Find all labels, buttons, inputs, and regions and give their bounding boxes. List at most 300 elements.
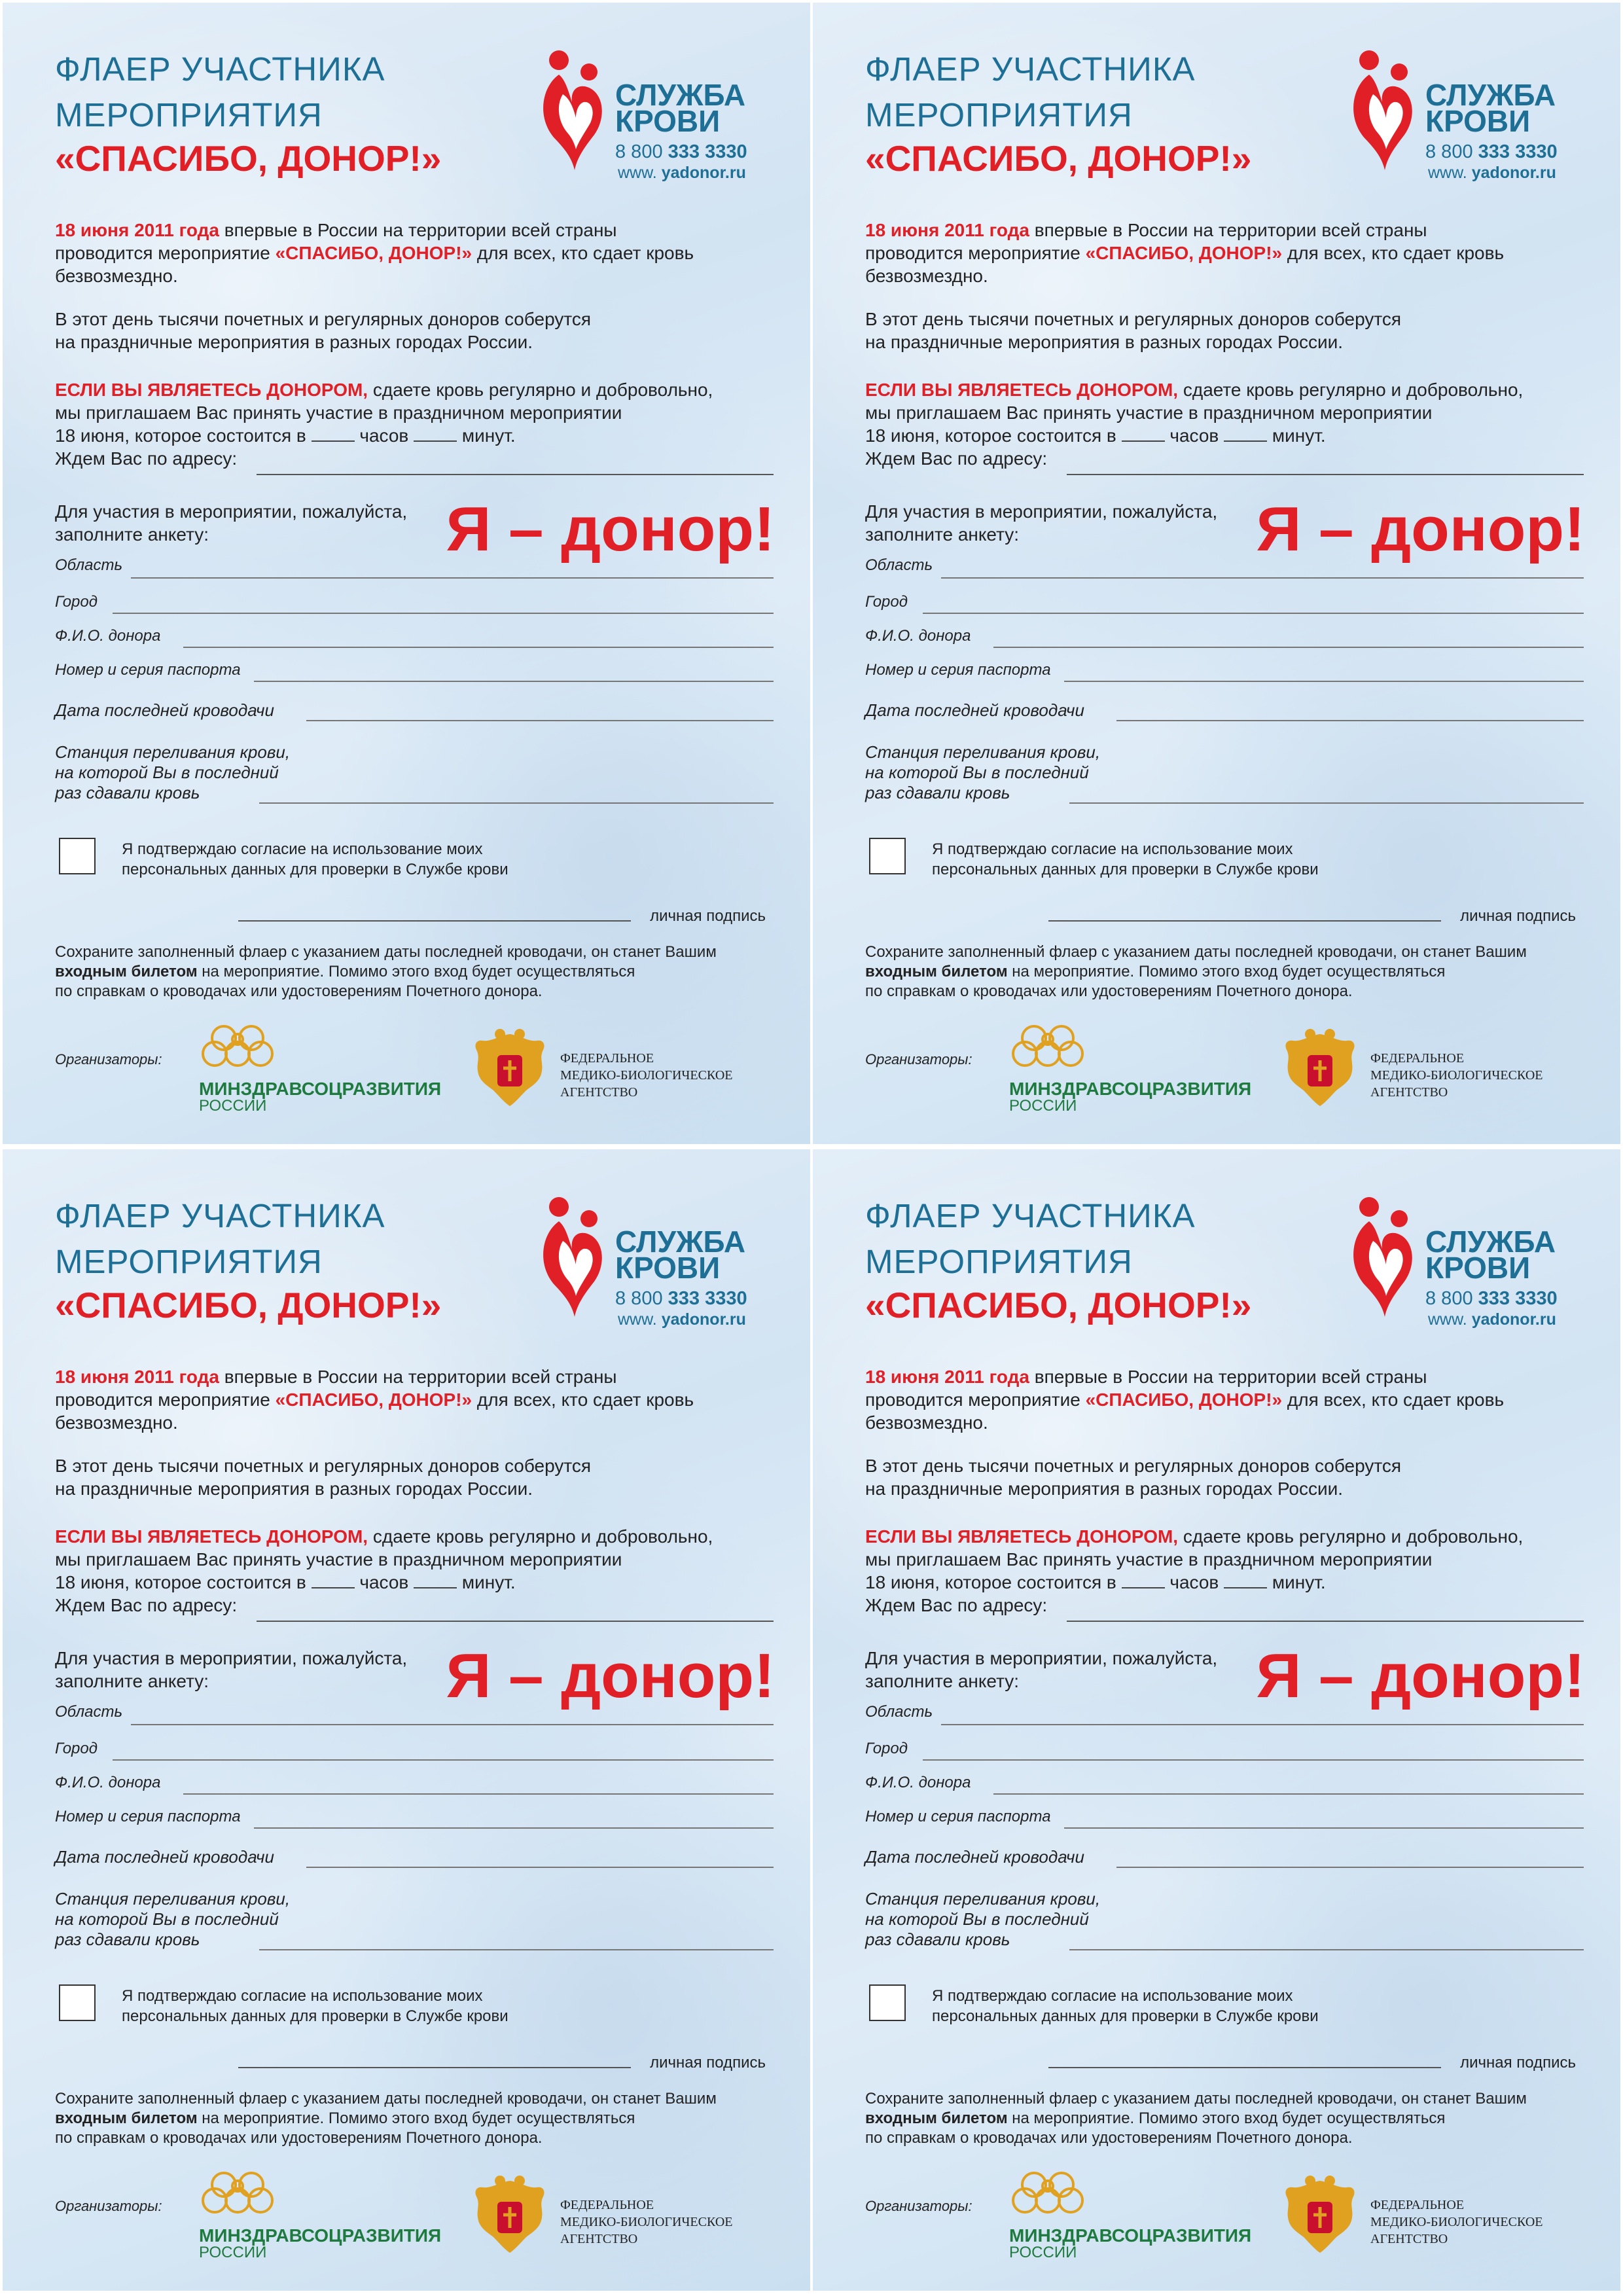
invitation-line-2: мы приглашаем Вас принять участие в праздничном мероприятии <box>55 1549 622 1570</box>
invitation-paragraph <box>865 1525 1523 1617</box>
city-field[interactable] <box>113 613 774 614</box>
ministry-name: МИНЗДРАВСОЦРАЗВИТИЯ <box>199 2225 442 2246</box>
minutes-label: минут. <box>461 425 516 446</box>
invitation-line-2: мы приглашаем Вас принять участие в праздничном мероприятии <box>865 403 1433 423</box>
logo-phone <box>1425 1288 1558 1310</box>
station-label-line-1: Станция переливания крови, <box>865 742 1101 762</box>
ticket-note-line-3: по справкам о кроводачах или удостоверениям Почетного донора. <box>865 2129 1353 2147</box>
signature-label: личная подпись <box>650 907 766 925</box>
form-intro-line-2: заполните анкету: <box>55 1671 209 1691</box>
ticket-note-line-1: Сохраните заполненный флаер с указанием даты последней кроводачи, он станет Вашим <box>865 943 1527 961</box>
station-label <box>55 742 290 803</box>
hours-label: часов <box>1169 425 1219 446</box>
ticket-note <box>55 942 717 1001</box>
fio-field[interactable] <box>183 1793 774 1795</box>
logo-site-main: yadonor.ru <box>1471 164 1556 182</box>
intro-paragraph <box>865 219 1504 287</box>
station-field[interactable] <box>1069 802 1584 804</box>
intro-line-1-text: впервые в России на территории всей страны <box>1029 220 1427 240</box>
invitation-line-1 <box>55 378 713 401</box>
intro-line-1-text: впервые в России на территории всей страны <box>219 1367 617 1387</box>
logo-phone-prefix: 8 800 <box>615 1288 668 1309</box>
station-label-line-3: раз сдавали кровь <box>865 1929 1010 1949</box>
consent-line-2: персональных данных для проверки в Службе крови <box>122 2007 508 2025</box>
intro-line-2-start: проводится мероприятие <box>865 1390 1086 1410</box>
ticket-note-line-2 <box>865 962 1527 982</box>
flyer-title-line-2: МЕРОПРИЯТИЯ <box>55 1243 323 1280</box>
intro-line-1-text: впервые в России на территории всей страны <box>1029 1367 1427 1387</box>
signature-field[interactable] <box>238 2067 631 2068</box>
fio-field[interactable] <box>993 1793 1584 1795</box>
address-field[interactable] <box>1067 1621 1584 1622</box>
event-name-title: «СПАСИБО, ДОНОР!» <box>865 138 1252 179</box>
region-field[interactable] <box>941 1724 1584 1725</box>
consent-checkbox[interactable] <box>869 1984 906 2021</box>
agency-line-2: МЕДИКО-БИОЛОГИЧЕСКОЕ <box>560 1068 733 1083</box>
intro-event-name: «СПАСИБО, ДОНОР!» <box>275 1390 473 1410</box>
passport-field[interactable] <box>1064 1827 1584 1829</box>
intro-line-1-text: впервые в России на территории всей страны <box>219 220 617 240</box>
passport-field[interactable] <box>254 681 774 682</box>
address-field[interactable] <box>1067 474 1584 475</box>
intro-event-name: «СПАСИБО, ДОНОР!» <box>1085 1390 1283 1410</box>
consent-checkbox[interactable] <box>59 838 96 874</box>
ticket-note-line-2-text: на мероприятие. Помимо этого вход будет осуществляться <box>197 963 635 980</box>
ticket-note-bold: входным билетом <box>55 2109 198 2127</box>
invitation-line-1 <box>865 378 1523 401</box>
address-label: Ждем Вас по адресу: <box>865 448 1048 469</box>
station-label-line-3: раз сдавали кровь <box>55 1929 200 1949</box>
invitation-line-1-text: сдаете кровь регулярно и добровольно, <box>1178 1526 1524 1547</box>
logo-phone-main: 333 3330 <box>1478 141 1558 162</box>
hours-blank[interactable] <box>1122 1571 1165 1588</box>
ministry-name: МИНЗДРАВСОЦРАЗВИТИЯ <box>1009 1079 1252 1099</box>
minutes-label: минут. <box>1272 425 1326 446</box>
region-field[interactable] <box>941 577 1584 579</box>
intro-line-2 <box>55 242 694 264</box>
agency-line-1: ФЕДЕРАЛЬНОЕ <box>1370 1051 1465 1066</box>
invitation-line-1-text: сдаете кровь регулярно и добровольно, <box>368 1526 713 1547</box>
donor-slogan: Я – донор! <box>446 494 775 564</box>
invitation-paragraph <box>865 378 1523 470</box>
donors-paragraph <box>55 1454 591 1500</box>
donors-paragraph <box>55 308 591 353</box>
address-label: Ждем Вас по адресу: <box>865 1595 1048 1615</box>
intro-line-2 <box>865 1388 1504 1411</box>
fio-field[interactable] <box>183 647 774 648</box>
ticket-note-line-3: по справкам о кроводачах или удостоверениям Почетного донора. <box>865 982 1353 1000</box>
ticket-note-line-1: Сохраните заполненный флаер с указанием даты последней кроводачи, он станет Вашим <box>55 2090 717 2108</box>
signature-field[interactable] <box>1048 2067 1441 2068</box>
form-intro-line-1: Для участия в мероприятии, пожалуйста, <box>55 501 408 522</box>
last-donation-label: Дата последней кроводачи <box>865 700 1084 720</box>
region-label: Область <box>55 1703 123 1721</box>
station-label <box>865 1889 1100 1950</box>
ministry-subtitle: РОССИИ <box>1009 2244 1077 2261</box>
event-date: 18 июня 2011 года <box>55 220 219 240</box>
fio-label: Ф.И.О. донора <box>55 1774 161 1791</box>
passport-label: Номер и серия паспорта <box>865 661 1051 679</box>
agency-line-2: МЕДИКО-БИОЛОГИЧЕСКОЕ <box>1370 1068 1543 1083</box>
last-donation-field[interactable] <box>306 1867 774 1868</box>
agency-line-3: АГЕНТСТВО <box>560 2232 638 2246</box>
passport-field[interactable] <box>254 1827 774 1829</box>
consent-text <box>932 839 1319 880</box>
donor-slogan: Я – донор! <box>1256 1641 1585 1711</box>
donors-paragraph <box>865 1454 1401 1500</box>
consent-line-1: Я подтверждаю согласие на использование моих <box>122 1987 483 2005</box>
invitation-line-3-text: , которое состоится в <box>935 1572 1122 1592</box>
invitation-line-1-text: сдаете кровь регулярно и добровольно, <box>1178 380 1524 400</box>
ticket-note-line-2-text: на мероприятие. Помимо этого вход будет осуществляться <box>197 2109 635 2127</box>
ministry-subtitle: РОССИИ <box>199 1097 267 1115</box>
fio-label: Ф.И.О. донора <box>865 1774 971 1791</box>
flyer-top-left <box>3 3 810 1144</box>
invitation-line-3-text: , которое состоится в <box>935 425 1122 446</box>
invitation-line-3 <box>55 1571 713 1594</box>
intro-event-name: «СПАСИБО, ДОНОР!» <box>275 243 473 263</box>
logo-name-line-1: СЛУЖБА <box>615 1225 746 1259</box>
passport-field[interactable] <box>1064 681 1584 682</box>
logo-phone-prefix: 8 800 <box>615 141 668 162</box>
intro-line-1 <box>865 219 1504 242</box>
form-intro <box>55 1647 407 1693</box>
ticket-note-bold: входным билетом <box>865 963 1008 980</box>
agency-line-1: ФЕДЕРАЛЬНОЕ <box>560 2198 654 2212</box>
logo-phone-prefix: 8 800 <box>1425 141 1478 162</box>
fio-field[interactable] <box>993 647 1584 648</box>
address-label: Ждем Вас по адресу: <box>55 448 238 469</box>
invitation-date: 18 июня <box>55 425 125 446</box>
invitation-line-2: мы приглашаем Вас принять участие в праздничном мероприятии <box>55 403 622 423</box>
donor-slogan: Я – донор! <box>1256 494 1585 564</box>
region-field[interactable] <box>131 577 774 579</box>
fio-label: Ф.И.О. донора <box>865 627 971 645</box>
logo-phone-main: 333 3330 <box>668 1288 747 1309</box>
intro-line-3: безвозмездно. <box>865 266 988 286</box>
intro-line-3: безвозмездно. <box>55 1412 178 1433</box>
address-label: Ждем Вас по адресу: <box>55 1595 238 1615</box>
passport-label: Номер и серия паспорта <box>55 1808 241 1825</box>
event-name-title: «СПАСИБО, ДОНОР!» <box>55 1285 442 1325</box>
invitation-line-3 <box>865 424 1523 447</box>
donors-line-1: В этот день тысячи почетных и регулярных доноров соберутся <box>55 309 592 329</box>
logo-name-line-2: КРОВИ <box>615 1251 721 1285</box>
ministry-emblem-icon <box>196 2166 279 2221</box>
logo-site <box>618 1310 746 1329</box>
city-field[interactable] <box>923 613 1584 614</box>
signature-label: личная подпись <box>1460 2054 1576 2072</box>
intro-paragraph <box>55 219 694 287</box>
invitation-paragraph <box>55 1525 713 1617</box>
donors-line-1: В этот день тысячи почетных и регулярных доноров соберутся <box>865 1456 1402 1476</box>
form-intro <box>865 1647 1217 1693</box>
blood-service-heart-icon <box>539 1195 605 1326</box>
organizers-label: Организаторы: <box>55 1051 162 1067</box>
hours-blank[interactable] <box>1122 425 1165 442</box>
logo-name-line-1: СЛУЖБА <box>1425 78 1556 112</box>
address-field[interactable] <box>257 474 774 475</box>
consent-checkbox[interactable] <box>869 838 906 874</box>
logo-phone-main: 333 3330 <box>1478 1288 1558 1309</box>
intro-line-1 <box>55 1365 694 1388</box>
ministry-emblem-icon <box>196 1020 279 1075</box>
invitation-line-3 <box>865 1571 1523 1594</box>
hours-blank[interactable] <box>312 1571 355 1588</box>
consent-text <box>122 839 508 880</box>
logo-site <box>618 164 746 183</box>
flyer-title-line-1: ФЛАЕР УЧАСТНИКА <box>55 1197 385 1234</box>
agency-line-2: МЕДИКО-БИОЛОГИЧЕСКОЕ <box>1370 2215 1543 2229</box>
minutes-label: минут. <box>1272 1572 1326 1592</box>
organizers-label: Организаторы: <box>865 2198 972 2214</box>
station-label <box>865 742 1100 803</box>
logo-site-prefix: www. <box>1428 164 1472 182</box>
agency-line-1: ФЕДЕРАЛЬНОЕ <box>560 1051 654 1066</box>
intro-line-1 <box>865 1365 1504 1388</box>
station-label-line-2: на которой Вы в последний <box>55 762 279 782</box>
invitation-date: 18 июня <box>865 1572 935 1592</box>
consent-line-1: Я подтверждаю согласие на использование моих <box>932 840 1293 858</box>
invitation-date: 18 июня <box>55 1572 125 1592</box>
logo-site-main: yadonor.ru <box>661 164 746 182</box>
signature-field[interactable] <box>1048 920 1441 922</box>
consent-line-2: персональных данных для проверки в Службе крови <box>122 861 508 878</box>
logo-name-line-2: КРОВИ <box>1425 1251 1531 1285</box>
station-label-line-2: на которой Вы в последний <box>865 1909 1089 1929</box>
agency-name <box>1370 2197 1543 2248</box>
consent-line-1: Я подтверждаю согласие на использование моих <box>122 840 483 858</box>
logo-site <box>1428 1310 1556 1329</box>
ministry-name: МИНЗДРАВСОЦРАЗВИТИЯ <box>1009 2225 1252 2246</box>
intro-line-2-end: для всех, кто сдает кровь <box>472 243 694 263</box>
flyer-bottom-right <box>813 1149 1620 2291</box>
event-date: 18 июня 2011 года <box>55 1367 219 1387</box>
invitation-lead: ЕСЛИ ВЫ ЯВЛЯЕТЕСЬ ДОНОРОМ, <box>55 380 368 400</box>
consent-text <box>932 1986 1319 2026</box>
station-label-line-3: раз сдавали кровь <box>865 783 1010 802</box>
station-label-line-3: раз сдавали кровь <box>55 783 200 802</box>
region-label: Область <box>865 556 933 574</box>
flyer-title-line-2: МЕРОПРИЯТИЯ <box>55 96 323 134</box>
invitation-line-3 <box>55 424 713 447</box>
city-label: Город <box>55 1740 98 1757</box>
flyer-bottom-left <box>3 1149 810 2291</box>
blood-service-heart-icon <box>539 48 605 179</box>
minutes-blank[interactable] <box>414 425 457 442</box>
invitation-line-3-text: , которое состоится в <box>124 425 312 446</box>
ministry-subtitle: РОССИИ <box>199 2244 267 2261</box>
logo-site-prefix: www. <box>618 164 662 182</box>
ticket-note-bold: входным билетом <box>55 963 198 980</box>
ticket-note <box>865 2089 1527 2148</box>
intro-line-2-start: проводится мероприятие <box>55 1390 276 1410</box>
event-date: 18 июня 2011 года <box>865 1367 1029 1387</box>
flyer-title-line-1: ФЛАЕР УЧАСТНИКА <box>55 50 385 88</box>
agency-line-3: АГЕНТСТВО <box>1370 1085 1448 1100</box>
signature-label: личная подпись <box>650 2054 766 2072</box>
intro-line-2-end: для всех, кто сдает кровь <box>1282 1390 1505 1410</box>
donors-line-1: В этот день тысячи почетных и регулярных доноров соберутся <box>55 1456 592 1476</box>
invitation-line-1-text: сдаете кровь регулярно и добровольно, <box>368 380 713 400</box>
intro-line-2-start: проводится мероприятие <box>865 243 1086 263</box>
city-label: Город <box>865 1740 908 1757</box>
station-field[interactable] <box>1069 1949 1584 1950</box>
ministry-subtitle: РОССИИ <box>1009 1097 1077 1115</box>
invitation-line-2: мы приглашаем Вас принять участие в праздничном мероприятии <box>865 1549 1433 1570</box>
organizers-label: Организаторы: <box>865 1051 972 1067</box>
hours-blank[interactable] <box>312 425 355 442</box>
agency-line-3: АГЕНТСТВО <box>1370 2232 1448 2246</box>
donors-line-2: на праздничные мероприятия в разных городах России. <box>865 332 1344 352</box>
intro-line-3: безвозмездно. <box>865 1412 988 1433</box>
minutes-blank[interactable] <box>1224 1571 1267 1588</box>
signature-field[interactable] <box>238 920 631 922</box>
intro-paragraph <box>55 1365 694 1434</box>
ministry-emblem-icon <box>1007 1020 1089 1075</box>
logo-name-line-1: СЛУЖБА <box>1425 1225 1556 1259</box>
station-field[interactable] <box>259 802 774 804</box>
invitation-line-1 <box>865 1525 1523 1548</box>
minutes-blank[interactable] <box>414 1571 457 1588</box>
hours-label: часов <box>1169 1572 1219 1592</box>
city-field[interactable] <box>923 1759 1584 1761</box>
flyer-top-right <box>813 3 1620 1144</box>
logo-site-prefix: www. <box>618 1310 662 1329</box>
ticket-note-line-2 <box>55 962 717 982</box>
intro-line-2-end: для всех, кто сдает кровь <box>1282 243 1505 263</box>
region-field[interactable] <box>131 1724 774 1725</box>
station-field[interactable] <box>259 1949 774 1950</box>
form-intro <box>55 500 407 546</box>
city-label: Город <box>55 593 98 611</box>
hours-label: часов <box>359 425 409 446</box>
consent-line-1: Я подтверждаю согласие на использование моих <box>932 1987 1293 2005</box>
invitation-line-1 <box>55 1525 713 1548</box>
agency-name <box>1370 1050 1543 1101</box>
ministry-emblem-icon <box>1007 2166 1089 2221</box>
ticket-note-line-2-text: на мероприятие. Помимо этого вход будет осуществляться <box>1007 2109 1446 2127</box>
logo-phone <box>615 141 747 163</box>
ticket-note-line-3: по справкам о кроводачах или удостоверениям Почетного донора. <box>55 2129 543 2147</box>
region-label: Область <box>865 1703 933 1721</box>
logo-name-line-1: СЛУЖБА <box>615 78 746 112</box>
logo-phone-prefix: 8 800 <box>1425 1288 1478 1309</box>
ticket-note-line-2 <box>55 2109 717 2128</box>
ticket-note-line-1: Сохраните заполненный флаер с указанием даты последней кроводачи, он станет Вашим <box>55 943 717 961</box>
event-name-title: «СПАСИБО, ДОНОР!» <box>865 1285 1252 1325</box>
station-label-line-1: Станция переливания крови, <box>55 742 291 762</box>
flyer-title-line-2: МЕРОПРИЯТИЯ <box>865 96 1133 134</box>
invitation-lead: ЕСЛИ ВЫ ЯВЛЯЕТЕСЬ ДОНОРОМ, <box>55 1526 368 1547</box>
form-intro-line-2: заполните анкету: <box>865 524 1019 545</box>
station-label-line-2: на которой Вы в последний <box>865 762 1089 782</box>
agency-emblem-icon <box>471 2172 548 2258</box>
region-label: Область <box>55 556 123 574</box>
intro-event-name: «СПАСИБО, ДОНОР!» <box>1085 243 1283 263</box>
agency-line-3: АГЕНТСТВО <box>560 1085 638 1100</box>
address-field[interactable] <box>257 1621 774 1622</box>
last-donation-field[interactable] <box>306 720 774 721</box>
flyer-title-line-1: ФЛАЕР УЧАСТНИКА <box>865 50 1196 88</box>
event-name-title: «СПАСИБО, ДОНОР!» <box>55 138 442 179</box>
consent-line-2: персональных данных для проверки в Службе крови <box>932 861 1319 878</box>
passport-label: Номер и серия паспорта <box>55 661 241 679</box>
ministry-name: МИНЗДРАВСОЦРАЗВИТИЯ <box>199 1079 442 1099</box>
event-date: 18 июня 2011 года <box>865 220 1029 240</box>
organizers-label: Организаторы: <box>55 2198 162 2214</box>
agency-line-2: МЕДИКО-БИОЛОГИЧЕСКОЕ <box>560 2215 733 2229</box>
station-label-line-1: Станция переливания крови, <box>55 1889 291 1909</box>
station-label-line-2: на которой Вы в последний <box>55 1909 279 1929</box>
intro-line-2-start: проводится мероприятие <box>55 243 276 263</box>
intro-line-3: безвозмездно. <box>55 266 178 286</box>
ticket-note-line-2-text: на мероприятие. Помимо этого вход будет осуществляться <box>1007 963 1446 980</box>
intro-line-1 <box>55 219 694 242</box>
signature-label: личная подпись <box>1460 907 1576 925</box>
intro-line-2-end: для всех, кто сдает кровь <box>472 1390 694 1410</box>
ticket-note-line-2 <box>865 2109 1527 2128</box>
form-intro-line-1: Для участия в мероприятии, пожалуйста, <box>865 501 1218 522</box>
last-donation-field[interactable] <box>1116 720 1584 721</box>
intro-line-2 <box>55 1388 694 1411</box>
city-field[interactable] <box>113 1759 774 1761</box>
last-donation-label: Дата последней кроводачи <box>55 700 274 720</box>
agency-name <box>560 1050 732 1101</box>
agency-emblem-icon <box>471 1025 548 1111</box>
donors-line-2: на праздничные мероприятия в разных городах России. <box>55 1479 533 1499</box>
donors-line-1: В этот день тысячи почетных и регулярных доноров соберутся <box>865 309 1402 329</box>
form-intro-line-1: Для участия в мероприятии, пожалуйста, <box>55 1648 408 1668</box>
invitation-date: 18 июня <box>865 425 935 446</box>
consent-checkbox[interactable] <box>59 1984 96 2021</box>
agency-emblem-icon <box>1281 2172 1359 2258</box>
ticket-note-bold: входным билетом <box>865 2109 1008 2127</box>
form-intro-line-1: Для участия в мероприятии, пожалуйста, <box>865 1648 1218 1668</box>
agency-line-1: ФЕДЕРАЛЬНОЕ <box>1370 2198 1465 2212</box>
logo-site <box>1428 164 1556 183</box>
passport-label: Номер и серия паспорта <box>865 1808 1051 1825</box>
logo-phone <box>615 1288 747 1310</box>
last-donation-field[interactable] <box>1116 1867 1584 1868</box>
invitation-line-3-text: , которое состоится в <box>124 1572 312 1592</box>
agency-emblem-icon <box>1281 1025 1359 1111</box>
ticket-note-line-3: по справкам о кроводачах или удостоверениям Почетного донора. <box>55 982 543 1000</box>
invitation-lead: ЕСЛИ ВЫ ЯВЛЯЕТЕСЬ ДОНОРОМ, <box>865 1526 1179 1547</box>
consent-line-2: персональных данных для проверки в Службе крови <box>932 2007 1319 2025</box>
invitation-lead: ЕСЛИ ВЫ ЯВЛЯЕТЕСЬ ДОНОРОМ, <box>865 380 1179 400</box>
intro-paragraph <box>865 1365 1504 1434</box>
minutes-label: минут. <box>461 1572 516 1592</box>
agency-name <box>560 2197 732 2248</box>
city-label: Город <box>865 593 908 611</box>
donors-paragraph <box>865 308 1401 353</box>
blood-service-heart-icon <box>1349 48 1415 179</box>
hours-label: часов <box>359 1572 409 1592</box>
logo-site-main: yadonor.ru <box>661 1310 746 1329</box>
last-donation-label: Дата последней кроводачи <box>55 1847 274 1867</box>
logo-phone-main: 333 3330 <box>668 141 747 162</box>
last-donation-label: Дата последней кроводачи <box>865 1847 1084 1867</box>
invitation-paragraph <box>55 378 713 470</box>
flyer-title-line-2: МЕРОПРИЯТИЯ <box>865 1243 1133 1280</box>
flyer-title-line-1: ФЛАЕР УЧАСТНИКА <box>865 1197 1196 1234</box>
donor-slogan: Я – донор! <box>446 1641 775 1711</box>
logo-name-line-2: КРОВИ <box>615 104 721 138</box>
logo-site-prefix: www. <box>1428 1310 1472 1329</box>
intro-line-2 <box>865 242 1504 264</box>
minutes-blank[interactable] <box>1224 425 1267 442</box>
